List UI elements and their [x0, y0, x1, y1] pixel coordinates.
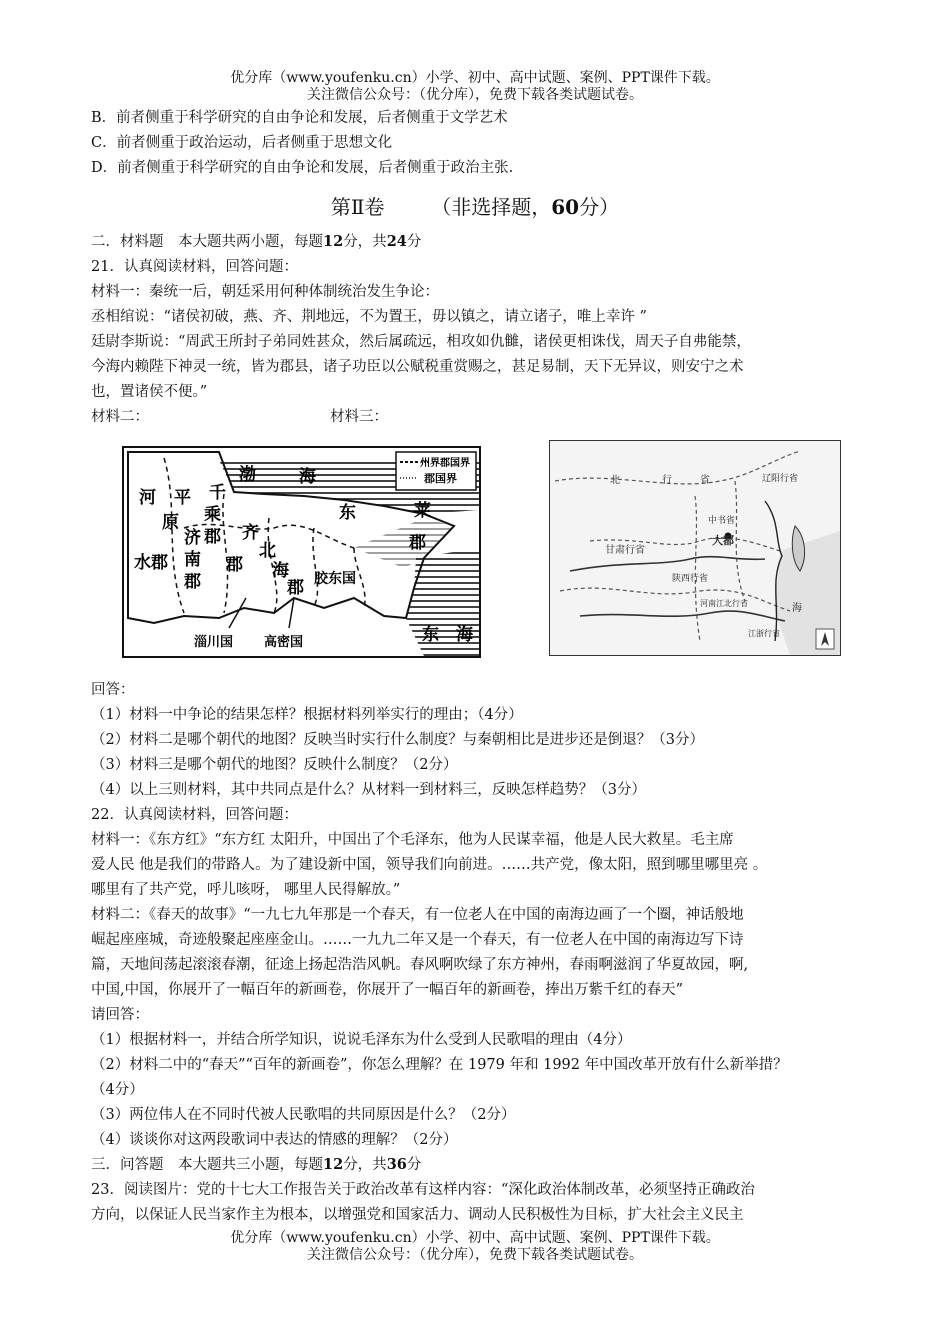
section-2-pre: 二．材料题 本大题共两小题，每题 [91, 234, 323, 250]
q22-ask: 请回答： [91, 1007, 149, 1023]
q21-m1-line-4: 也，置诸侯不便。” [91, 384, 208, 400]
map-3-label: 中书省 [708, 516, 736, 526]
region-label: 乘 [204, 505, 221, 525]
map-3-label: 行 [662, 475, 672, 486]
q21-answer-label: 回答： [91, 682, 135, 698]
region-label: 南 [184, 550, 201, 570]
region-label: 水郡 [134, 553, 168, 573]
region-label: 北 [259, 541, 276, 561]
q21-question-2: （2）材料二是哪个朝代的地图？反映当时实行什么制度？与秦朝相比是进步还是倒退？（3分） [91, 732, 704, 748]
q21-stem: 21．认真阅读材料，回答问题： [91, 259, 298, 275]
q21-m1-intro: 材料一：秦统一后，朝廷采用何种体制统治发生争论： [91, 284, 439, 300]
q22-question-2: （2）材料二中的“春天”“百年的新画卷”，你怎么理解？在 1979 年和 1992 年中国改革开放有什么新举措？ [91, 1057, 788, 1073]
region-label: 平 [174, 488, 191, 508]
section-3-n1: 12 [323, 1156, 344, 1173]
q21-m1-line-3: 今海内赖陛下神灵一统，皆为郡县，诸子功臣以公赋税重赏赐之，甚足易制，天下无异议，则安宁之术 [91, 359, 744, 375]
header-line-1: 优分库（www.youfenku.cn）小学、初中、高中试题、案例、PPT课件下载。 [230, 70, 720, 86]
map-material-3 [549, 440, 841, 656]
q21-question-3: （3）材料三是哪个朝代的地图？反映什么制度？（2分） [91, 757, 458, 773]
map-3-label: 省 [700, 475, 710, 486]
footer-line-1: 优分库（www.youfenku.cn）小学、初中、高中试题、案例、PPT课件下载。 [230, 1230, 720, 1246]
q21-m3-label: 材料三： [330, 409, 388, 425]
q22-m1-line-1: 材料一：《东方红》“东方红 太阳升，中国出了个毛泽东，他为人民谋幸福，他是人民大救星。毛主席 [91, 832, 734, 848]
q22-m2-line-4: 中国,中国，你展开了一幅百年的新画卷，你展开了一幅百年的新画卷，捧出万紫千红的春天” [91, 982, 684, 998]
q21-m1-line-1: 丞相绾说：“诸侯初破，燕、齐、荆地远，不为置王，毋以镇之，请立诸子，唯上幸许 ” [91, 309, 647, 325]
section-3-n2: 36 [386, 1156, 407, 1173]
q22-question-3: （3）两位伟人在不同时代被人民歌唱的共同原因是什么？（2分） [91, 1107, 516, 1123]
q22-question-2-score: （4分） [91, 1082, 144, 1098]
map-3-label: 海 [792, 603, 802, 614]
map-3-label: 大都 [712, 534, 734, 547]
map-2-bottom-label-2: 高密国 [264, 635, 304, 650]
region-label: 齐 [242, 523, 259, 543]
section-title-desc-pre: （非选择题， [431, 195, 552, 219]
section-2-n2: 24 [386, 233, 407, 250]
section-3-mid: 分，共 [343, 1157, 387, 1173]
section-title [0, 191, 950, 220]
region-label: 原 [162, 513, 179, 533]
option-c: C．前者侧重于政治运动，后者侧重于思想文化 [91, 135, 393, 151]
section-3-heading [91, 1155, 871, 1175]
q21-question-1: （1）材料一中争论的结果怎样？根据材料列举实行的理由；（4分） [91, 707, 523, 723]
sea-label-3: 东 [422, 625, 439, 645]
section-title-part: 第Ⅱ卷 [330, 195, 385, 219]
region-label: 郡 [204, 527, 221, 547]
map-3-svg [550, 441, 840, 655]
q22-m1-line-2: 爱人民 他是我们的带路人。为了建设新中国，领导我们向前进。……共产党，像太阳，照到哪里哪里亮 。 [91, 857, 768, 873]
q23-line-1: 23．阅读图片：党的十七大工作报告关于政治改革有这样内容：“深化政治体制改革，必须坚持正确政治 [91, 1182, 755, 1198]
section-title-desc-post: 分） [579, 195, 620, 219]
region-label: 郡 [287, 578, 304, 598]
map-2-svg [124, 448, 479, 656]
section-2-heading [91, 232, 871, 252]
region-label: 千 [209, 483, 226, 503]
section-3-post: 分 [406, 1157, 422, 1173]
map-3-label: 北 [610, 475, 620, 486]
region-label: 莱 [414, 501, 431, 521]
map-2-bottom-label-1: 淄川国 [194, 635, 234, 650]
region-label: 胶东国 [314, 571, 356, 587]
region-label: 郡 [184, 572, 201, 592]
q22-m2-line-1: 材料二：《春天的故事》“一九七九年那是一个春天，有一位老人在中国的南海边画了一个圈，神话般地 [91, 907, 744, 923]
region-label: 济 [184, 528, 201, 548]
q22-question-4: （4）谈谈你对这两段歌词中表达的情感的理解？（2分） [91, 1132, 458, 1148]
q23-line-2: 方向，以保证人民当家作主为根本，以增强党和国家活力、调动人民积极性为目标，扩大社会主义民主 [91, 1207, 744, 1223]
q21-question-4: （4）以上三则材料，其中共同点是什么？从材料一到材料三，反映怎样趋势？（3分） [91, 782, 646, 798]
map-3-label: 河南江北行省 [700, 599, 748, 608]
footer-line-2: 关注微信公众号：（优分库），免费下载各类试题试卷。 [307, 1247, 643, 1263]
legend-label-2: 郡国界 [424, 472, 457, 485]
region-label: 东 [339, 503, 356, 523]
section-2-n1: 12 [323, 233, 344, 250]
map-3-label: 甘肃行省 [605, 545, 645, 556]
q22-stem: 22．认真阅读材料，回答问题： [91, 807, 298, 823]
q21-m2-label: 材料二： [91, 409, 149, 425]
q22-m1-line-3: 哪里有了共产党，呼儿咳呀， 哪里人民得解放。” [91, 882, 401, 898]
region-label: 河 [139, 488, 156, 508]
header-line-2: 关注微信公众号：（优分库），免费下载各类试题试卷。 [307, 87, 643, 103]
map-material-2 [122, 446, 481, 658]
sea-label-4: 海 [456, 625, 473, 645]
option-b: B．前者侧重于科学研究的自由争论和发展，后者侧重于文学艺术 [91, 110, 508, 126]
option-d: D．前者侧重于科学研究的自由争论和发展，后者侧重于政治主张. [91, 160, 514, 176]
sea-label-2: 海 [299, 467, 316, 487]
legend-label-1: 州界郡国界 [420, 458, 470, 469]
map-3-label: 陕西行省 [672, 574, 709, 584]
q22-question-1: （1）根据材料一，并结合所学知识，说说毛泽东为什么受到人民歌唱的理由（4分） [91, 1032, 632, 1048]
sea-label-1: 渤 [239, 465, 256, 485]
q21-m1-line-2: 廷尉李斯说：“周武王所封子弟同姓甚众，然后属疏远，相攻如仇雠，诸侯更相诛伐，周天子自弗能禁， [91, 334, 751, 350]
q22-m2-line-2: 崛起座座城，奇迹般聚起座座金山。……一九九二年又是一个春天，有一位老人在中国的南海边写下诗 [91, 932, 744, 948]
region-label: 郡 [226, 555, 243, 575]
section-title-score: 60 [551, 195, 580, 219]
map-3-label: 江浙行省 [748, 629, 780, 638]
map-3-label: 辽阳行省 [762, 474, 799, 484]
section-2-mid: 分，共 [343, 234, 387, 250]
section-2-post: 分 [406, 234, 422, 250]
section-3-pre: 三．问答题 本大题共三小题，每题 [91, 1157, 323, 1173]
q22-m2-line-3: 篇，天地间荡起滚滚春潮，征途上扬起浩浩风帆。春风啊吹绿了东方神州，春雨啊滋润了华夏故园，啊, [91, 957, 749, 973]
region-label: 海 [272, 561, 289, 581]
region-label: 郡 [409, 533, 426, 553]
